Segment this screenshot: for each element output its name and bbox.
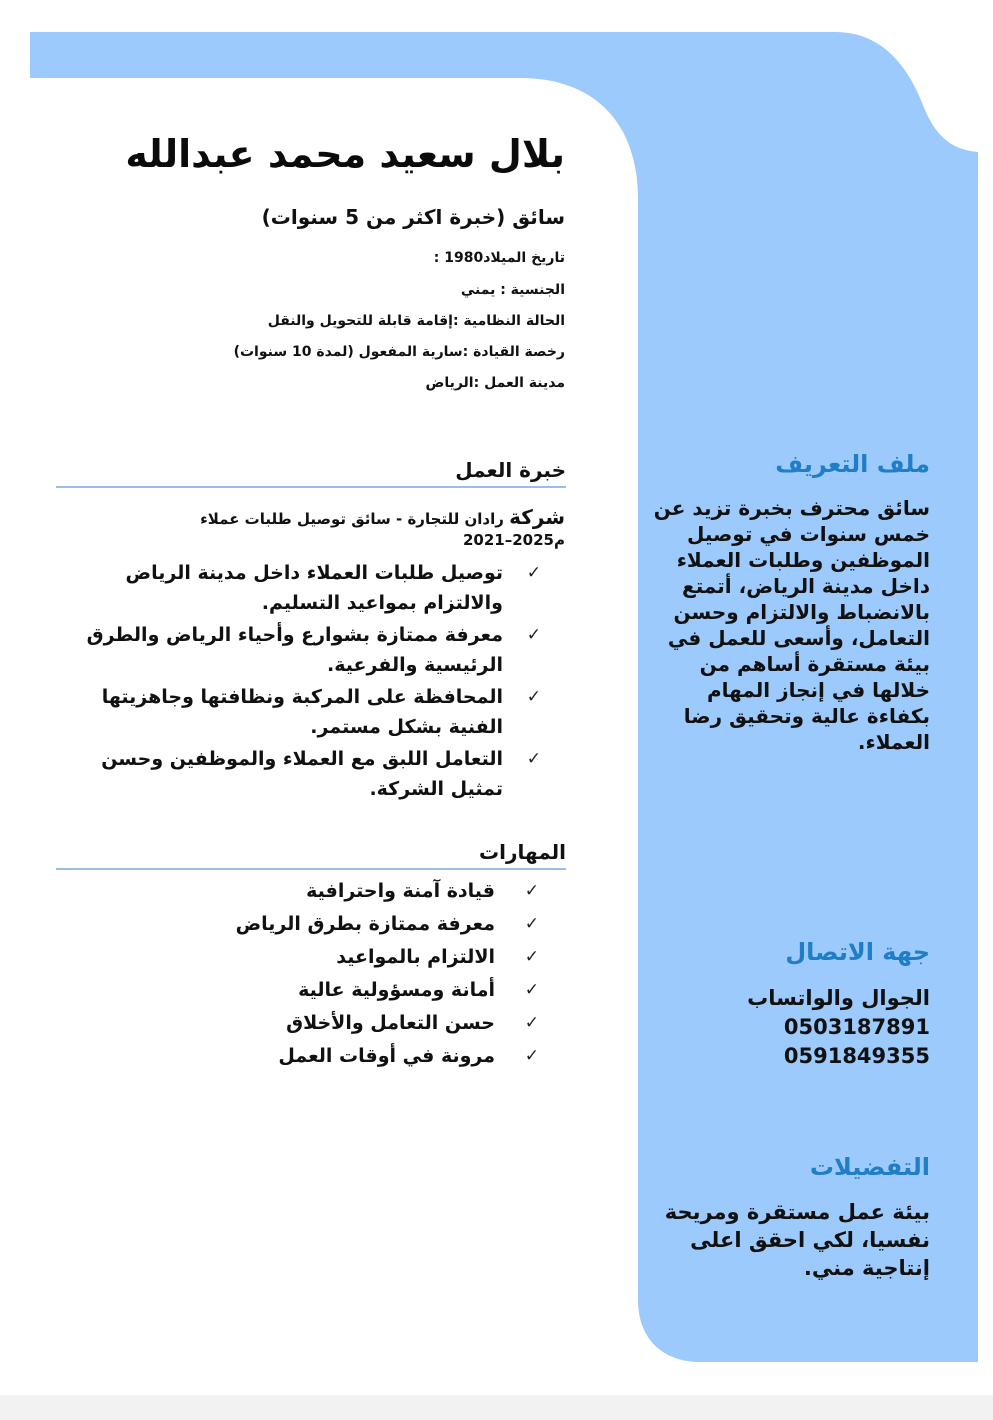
profile-text: سائق محترف بخبرة تزيد عن خمس سنوات في توصيل الموظفين وطلبات العملاء داخل مدينة الرياض، أتمتع بالانضباط والالتزام وحسن التعامل، وأسعى للعمل في بيئة مستقرة أساهم من خلالها في إنجاز المهام بكفاءة عالية وتحقيق رضا العملاء.: [653, 496, 930, 754]
check-icon: ✓: [524, 1013, 539, 1033]
check-icon: ✓: [526, 625, 541, 645]
candidate-name: بلال سعيد محمد عبدالله: [125, 132, 565, 176]
contact-heading: جهة الاتصال: [785, 938, 930, 966]
check-icon: ✓: [524, 947, 539, 967]
skill-item: ✓ مرونة في أوقات العمل: [60, 1040, 565, 1073]
skill-item: ✓ الالتزام بالمواعيد: [60, 941, 565, 974]
experience-heading: خبرة العمل: [56, 458, 566, 488]
contact-label: الجوال والواتساب: [747, 986, 930, 1010]
phone-number-1: 0503187891: [783, 1015, 930, 1039]
birth-date: تاريخ الميلاد1980 :: [433, 250, 565, 266]
company-detail: رادان للتجارة - سائق توصيل طلبات عملاء: [200, 510, 510, 528]
check-icon: ✓: [524, 914, 539, 934]
phone-number-2: 0591849355: [783, 1044, 930, 1068]
skills-heading: المهارات: [56, 840, 566, 870]
residency-status: الحالة النظامية :إقامة قابلة للتحويل والنقل: [267, 313, 565, 329]
check-icon: ✓: [524, 980, 539, 1000]
duty-item: ✓ المحافظة على المركبة ونظافتها وجاهزيتها الفنية بشكل مستمر.: [60, 682, 565, 742]
check-icon: ✓: [526, 563, 541, 583]
check-icon: ✓: [524, 1046, 539, 1066]
duties-list: [60, 558, 565, 806]
skills-list: [60, 875, 565, 1073]
preferences-text: بيئة عمل مستقرة ومريحة نفسيا، لكي احقق اعلى إنتاجية مني.: [664, 1200, 930, 1280]
company-line: [60, 504, 565, 533]
duty-item: ✓ التعامل اللبق مع العملاء والموظفين وحسن تمثيل الشركة.: [60, 744, 565, 804]
check-icon: ✓: [524, 881, 539, 901]
nationality: الجنسية : يمني: [460, 282, 565, 298]
profile-heading: ملف التعريف: [775, 450, 930, 478]
duty-item: ✓ توصيل طلبات العملاء داخل مدينة الرياض والالتزام بمواعيد التسليم.: [60, 558, 565, 618]
skill-item: ✓ أمانة ومسؤولية عالية: [60, 974, 565, 1007]
job-title: سائق (خبرة اكثر من 5 سنوات): [261, 205, 565, 229]
work-city: مدينة العمل :الرياض: [425, 375, 565, 391]
company-lead: شركة: [509, 505, 565, 529]
driving-license: رخصة القيادة :سارية المفعول (لمدة 10 سنوات): [233, 344, 565, 360]
work-period: 2021–2025م: [463, 531, 565, 549]
skill-item: ✓ حسن التعامل والأخلاق: [60, 1007, 565, 1040]
duty-item: ✓ معرفة ممتازة بشوارع وأحياء الرياض والطرق الرئيسية والفرعية.: [60, 620, 565, 680]
preferences-heading: التفضيلات: [809, 1153, 930, 1181]
check-icon: ✓: [526, 749, 541, 769]
check-icon: ✓: [526, 687, 541, 707]
skill-item: ✓ قيادة آمنة واحترافية: [60, 875, 565, 908]
skill-item: ✓ معرفة ممتازة بطرق الرياض: [60, 908, 565, 941]
